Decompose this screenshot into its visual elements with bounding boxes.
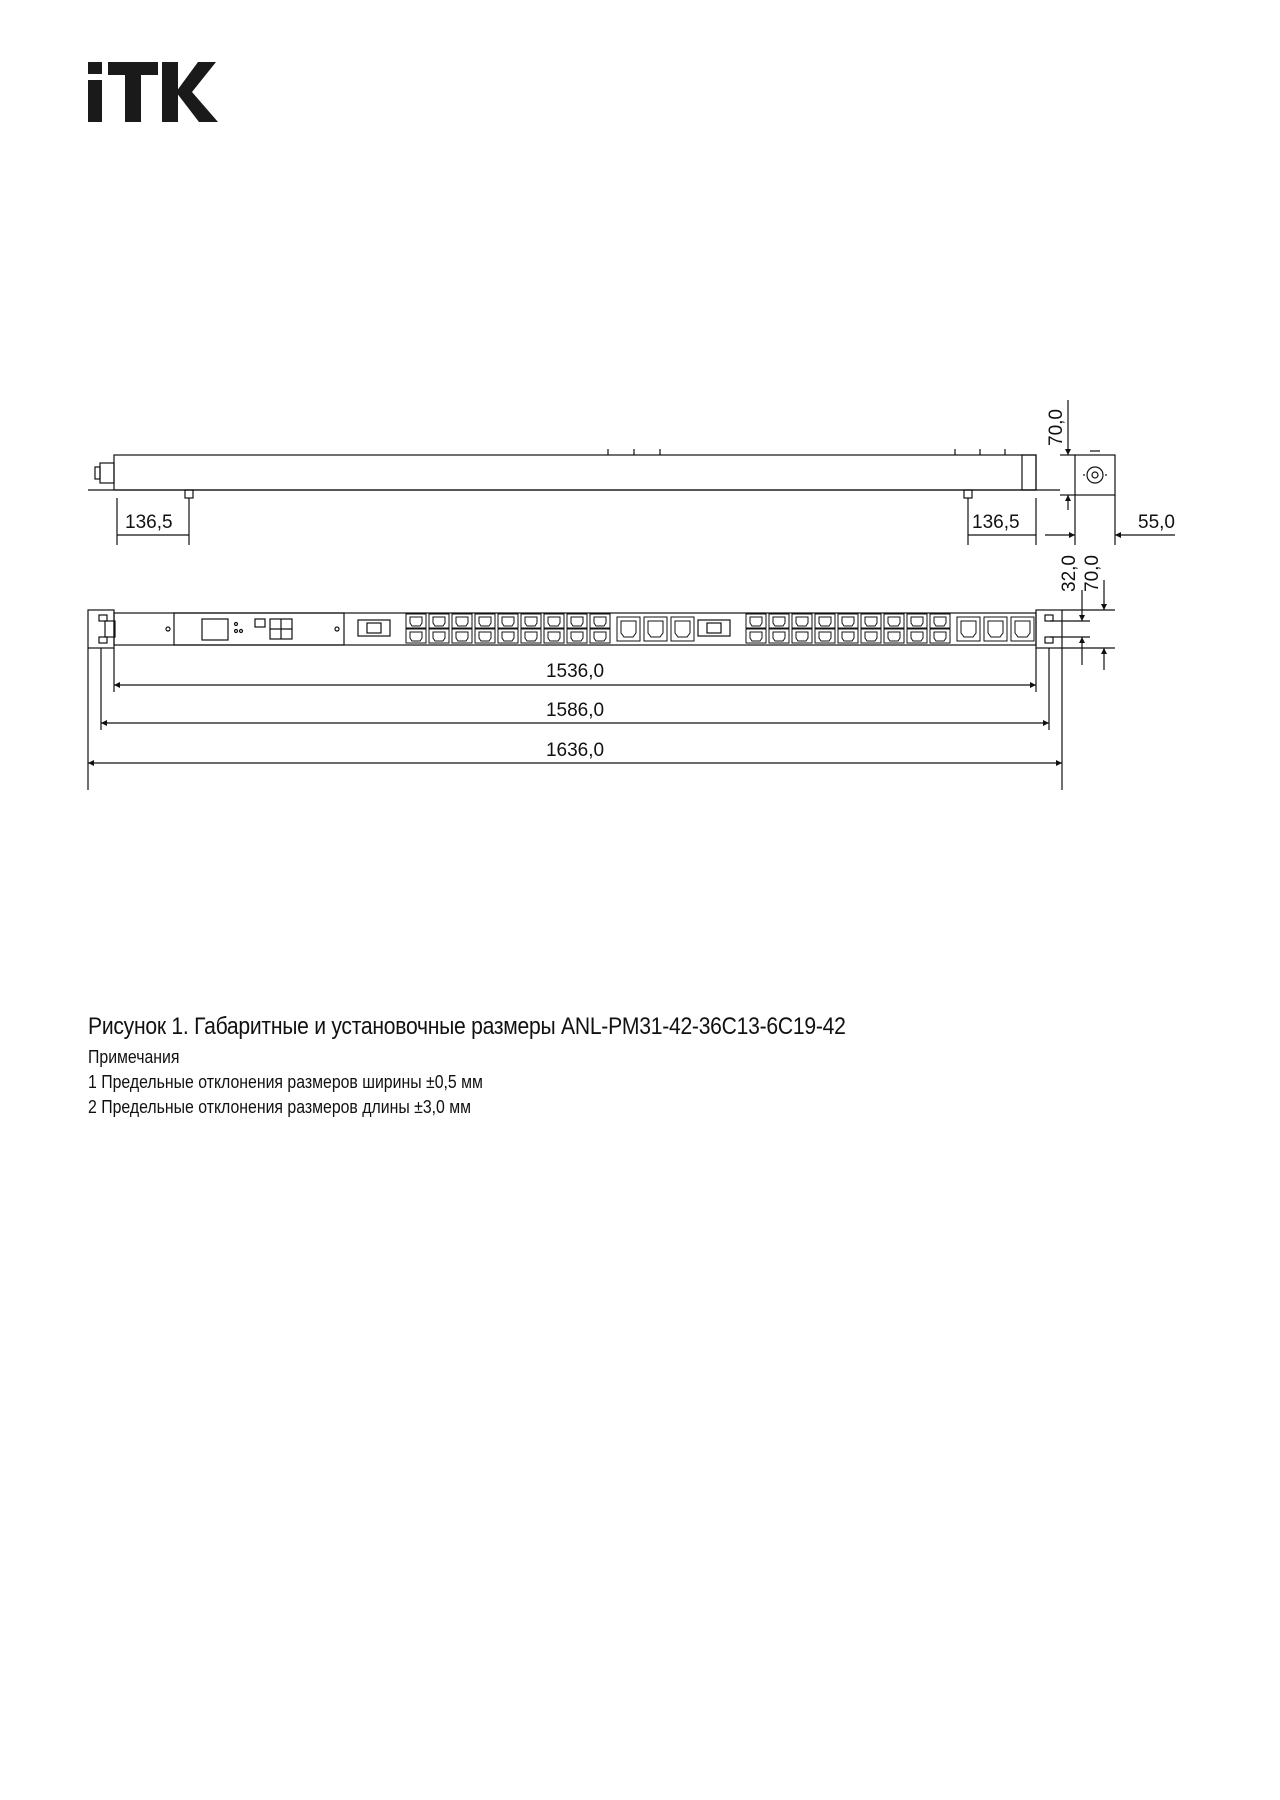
dim-width-small: 32,0: [1059, 555, 1080, 592]
c19-outlet-face: [961, 621, 976, 637]
c19-outlet-face: [1015, 621, 1030, 637]
c13-outlet-face: [750, 632, 762, 641]
c13-outlet-face: [525, 632, 537, 641]
figure-caption: Рисунок 1. Габаритные и установочные размеры ANL-PM31-42-36C13-6C19-42: [88, 1013, 846, 1040]
pdu-dimension-drawing: [0, 380, 1280, 810]
c13-outlet-face: [479, 632, 491, 641]
c13-outlet-face: [502, 632, 514, 641]
c13-outlet-face: [571, 617, 583, 626]
c19-outlet-face: [675, 621, 690, 637]
c13-outlet-face: [773, 617, 785, 626]
dim-length-mounting: 1536,0: [545, 661, 605, 682]
c13-outlet-face: [433, 632, 445, 641]
notes-heading: Примечания: [88, 1047, 180, 1067]
c13-outlet-face: [433, 617, 445, 626]
c13-outlet-face: [410, 632, 422, 641]
dim-width-large: 70,0: [1082, 555, 1103, 592]
note-1: 1 Предельные отклонения размеров ширины ±0,5 мм: [88, 1072, 483, 1092]
c13-outlet-face: [796, 632, 808, 641]
c13-outlet-face: [525, 617, 537, 626]
c13-outlet-face: [934, 632, 946, 641]
dim-offset-left: 136,5: [125, 512, 173, 533]
dim-length-total: 1636,0: [545, 740, 605, 761]
itk-logo: [88, 62, 218, 122]
c13-outlet-face: [594, 632, 606, 641]
c13-outlet-face: [548, 617, 560, 626]
c13-outlet-face: [865, 617, 877, 626]
outlet-group-1: [406, 614, 694, 643]
c19-outlet-face: [621, 621, 636, 637]
c13-outlet-face: [773, 632, 785, 641]
c13-outlet-face: [796, 617, 808, 626]
outlet-group-2: [746, 614, 1034, 643]
c13-outlet-face: [888, 632, 900, 641]
dim-offset-right: 136,5: [972, 512, 1020, 533]
c13-outlet-face: [410, 617, 422, 626]
c13-outlet-face: [911, 632, 923, 641]
c13-outlet-face: [479, 617, 491, 626]
c13-outlet-face: [456, 617, 468, 626]
c13-outlet-face: [456, 632, 468, 641]
figure-caption-block: [88, 1013, 1188, 1122]
dim-depth: 55,0: [1138, 512, 1175, 533]
c19-outlet-face: [648, 621, 663, 637]
dim-height: 70,0: [1046, 409, 1067, 446]
c19-outlet-face: [988, 621, 1003, 637]
c13-outlet-face: [842, 632, 854, 641]
c13-outlet-face: [842, 617, 854, 626]
c13-outlet-face: [548, 632, 560, 641]
side-view: [88, 449, 1060, 545]
c13-outlet-face: [911, 617, 923, 626]
c13-outlet-face: [819, 632, 831, 641]
c13-outlet-face: [888, 617, 900, 626]
c13-outlet-face: [865, 632, 877, 641]
width-dimensions: [1050, 580, 1115, 670]
note-2: 2 Предельные отклонения размеров длины ±3,0 мм: [88, 1097, 472, 1117]
c13-outlet-face: [571, 632, 583, 641]
c13-outlet-face: [502, 617, 514, 626]
c13-outlet-face: [819, 617, 831, 626]
c13-outlet-face: [934, 617, 946, 626]
c13-outlet-face: [594, 617, 606, 626]
c13-outlet-face: [750, 617, 762, 626]
dim-length-body: 1586,0: [545, 700, 605, 721]
